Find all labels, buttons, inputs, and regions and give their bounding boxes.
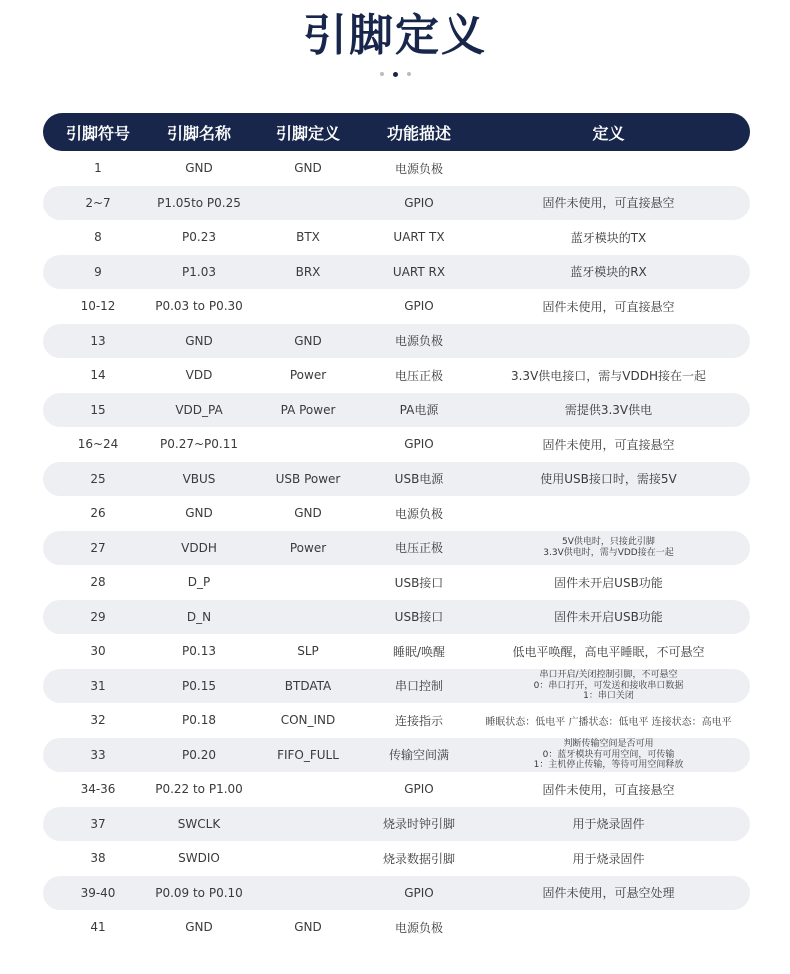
table-row	[43, 772, 750, 807]
cell-function: 串口控制	[394, 679, 443, 694]
cell-pin-definition: PA Power	[280, 402, 336, 417]
cell-pin-symbol: 2~7	[85, 195, 111, 210]
table-row	[43, 358, 750, 393]
cell-function: GPIO	[404, 885, 434, 900]
cell-description: 固件未使用，可悬空处理	[542, 886, 675, 901]
table-row	[43, 841, 750, 876]
cell-pin-name: GND	[185, 333, 213, 348]
cell-pin-name: SWCLK	[177, 816, 221, 831]
cell-function: GPIO	[404, 782, 434, 797]
cell-description: 低电平唤醒，高电平睡眠，不可悬空	[512, 644, 705, 659]
cell-function: 传输空间满	[388, 748, 449, 763]
cell-description: 用于烧录固件	[572, 851, 645, 866]
indicator-dot[interactable]	[380, 72, 384, 76]
cell-description: 串口开启/关闭控制引脚，不可悬空 0：串口打开，可发送和接收串口数据 1：串口关闭	[533, 670, 684, 701]
cell-pin-name: VDD	[185, 368, 213, 383]
cell-pin-definition: Power	[289, 368, 327, 383]
cell-function: 电压正极	[394, 368, 443, 383]
cell-function: 连接指示	[394, 713, 443, 728]
cell-function: USB接口	[394, 575, 444, 590]
cell-pin-symbol: 26	[90, 506, 106, 521]
cell-pin-symbol: 38	[90, 851, 106, 866]
cell-description: 需提供3.3V供电	[564, 403, 653, 418]
cell-function: 烧录数据引脚	[382, 851, 455, 866]
cell-pin-definition: CON_IND	[280, 713, 336, 728]
cell-pin-definition: GND	[294, 920, 322, 935]
carousel-indicator	[0, 72, 790, 77]
cell-description: 固件未使用，可直接悬空	[542, 782, 675, 797]
cell-pin-definition: GND	[294, 333, 322, 348]
cell-pin-symbol: 27	[90, 540, 106, 555]
cell-pin-symbol: 1	[94, 161, 102, 176]
header-pin-definition: 引脚定义	[275, 123, 340, 143]
cell-pin-name: P0.13	[182, 644, 216, 659]
cell-pin-symbol: 32	[90, 713, 106, 728]
cell-pin-definition: USB Power	[275, 471, 341, 486]
cell-pin-name: D_P	[187, 575, 211, 590]
cell-description: 固件未使用，可直接悬空	[542, 299, 675, 314]
cell-pin-definition: BTX	[296, 230, 320, 245]
cell-function: GPIO	[404, 195, 434, 210]
table-row	[43, 910, 750, 945]
cell-description: 固件未使用，可直接悬空	[542, 437, 675, 452]
cell-pin-symbol: 29	[90, 609, 106, 624]
cell-pin-symbol: 8	[94, 230, 102, 245]
cell-function: GPIO	[404, 437, 434, 452]
indicator-dot[interactable]	[407, 72, 411, 76]
cell-description: 3.3V供电接口，需与VDDH接在一起	[510, 368, 706, 383]
cell-pin-name: P0.20	[182, 747, 216, 762]
table-row	[43, 462, 750, 497]
cell-pin-definition: GND	[294, 161, 322, 176]
table-row	[43, 703, 750, 738]
cell-description: 用于烧录固件	[572, 817, 645, 832]
cell-pin-name: P1.03	[182, 264, 216, 279]
cell-function: USB接口	[394, 610, 444, 625]
cell-pin-symbol: 13	[90, 333, 106, 348]
cell-pin-name: P0.27~P0.11	[160, 437, 238, 452]
indicator-dot-active[interactable]	[393, 72, 398, 77]
cell-pin-name: P0.09 to P0.10	[155, 885, 243, 900]
header-function: 功能描述	[386, 123, 451, 143]
cell-pin-symbol: 16~24	[77, 437, 119, 452]
cell-pin-symbol: 30	[90, 644, 106, 659]
cell-pin-symbol: 34-36	[80, 782, 116, 797]
cell-pin-symbol: 39-40	[80, 885, 116, 900]
table-row	[43, 324, 750, 359]
cell-pin-name: P0.03 to P0.30	[155, 299, 243, 314]
cell-description: 固件未开启USB功能	[554, 575, 663, 590]
cell-pin-symbol: 31	[90, 678, 106, 693]
table-row	[43, 876, 750, 911]
cell-pin-name: P0.23	[182, 230, 216, 245]
cell-function: PA电源	[399, 403, 439, 418]
cell-description: 使用USB接口时，需接5V	[540, 472, 677, 487]
cell-pin-definition: BRX	[295, 264, 321, 279]
cell-pin-definition: Power	[289, 540, 327, 555]
cell-pin-symbol: 37	[90, 816, 106, 831]
table-row	[43, 669, 750, 704]
cell-pin-definition: BTDATA	[284, 678, 332, 693]
cell-pin-name: P0.22 to P1.00	[155, 782, 243, 797]
page-title: 引脚定义	[303, 10, 487, 61]
pin-definition-table	[43, 113, 750, 945]
cell-pin-name: VDDH	[181, 540, 217, 555]
cell-pin-definition: SLP	[297, 644, 319, 659]
cell-description: 判断传输空间是否可用 0：蓝牙模块有可用空间，可传输 1：主机停止传输，等待可用空间释放	[533, 739, 684, 770]
cell-pin-definition: GND	[294, 506, 322, 521]
table-row	[43, 427, 750, 462]
cell-pin-symbol: 14	[90, 368, 106, 383]
cell-pin-name: SWDIO	[178, 851, 220, 866]
table-row	[43, 531, 750, 566]
table-row	[43, 807, 750, 842]
cell-pin-symbol: 41	[90, 920, 106, 935]
cell-pin-name: VBUS	[182, 471, 216, 486]
cell-pin-name: GND	[185, 920, 213, 935]
cell-pin-name: D_N	[186, 609, 212, 624]
table-row	[43, 496, 750, 531]
cell-pin-name: GND	[185, 161, 213, 176]
cell-pin-symbol: 33	[90, 747, 106, 762]
cell-pin-name: P1.05to P0.25	[157, 195, 241, 210]
table-row	[43, 600, 750, 635]
cell-pin-symbol: 9	[94, 264, 102, 279]
cell-function: 电源负极	[394, 161, 443, 176]
cell-pin-name: GND	[185, 506, 213, 521]
header-pin-name: 引脚名称	[166, 123, 231, 143]
cell-function: 烧录时钟引脚	[382, 817, 455, 832]
cell-description: 固件未开启USB功能	[554, 610, 663, 625]
cell-description: 睡眠状态：低电平 广播状态：低电平 连接状态：高电平	[485, 716, 732, 728]
cell-pin-symbol: 28	[90, 575, 106, 590]
cell-function: GPIO	[404, 299, 434, 314]
table-row	[43, 634, 750, 669]
table-row	[43, 393, 750, 428]
cell-function: 电源负极	[394, 920, 443, 935]
cell-pin-symbol: 10-12	[80, 299, 116, 314]
table-row	[43, 738, 750, 773]
table-row	[43, 220, 750, 255]
cell-function: UART RX	[392, 264, 446, 279]
header-pin-symbol: 引脚符号	[65, 123, 130, 143]
cell-function: 睡眠/唤醒	[392, 644, 446, 659]
cell-function: 电源负极	[394, 506, 443, 521]
cell-pin-name: P0.18	[182, 713, 216, 728]
table-row	[43, 289, 750, 324]
table-row	[43, 565, 750, 600]
cell-function: USB电源	[394, 472, 444, 487]
table-header	[43, 113, 750, 151]
cell-pin-symbol: 25	[90, 471, 106, 486]
table-row	[43, 255, 750, 290]
table-row	[43, 186, 750, 221]
cell-pin-definition: FIFO_FULL	[277, 747, 339, 762]
cell-pin-symbol: 15	[90, 402, 106, 417]
table-body	[43, 151, 750, 945]
cell-pin-name: P0.15	[182, 678, 216, 693]
cell-description: 5V供电时，只接此引脚 3.3V供电时，需与VDD接在一起	[543, 537, 674, 558]
cell-pin-name: VDD_PA	[175, 402, 223, 417]
cell-description: 固件未使用，可直接悬空	[542, 196, 675, 211]
cell-function: UART TX	[393, 230, 445, 245]
cell-function: 电源负极	[394, 334, 443, 349]
cell-description: 蓝牙模块的TX	[570, 230, 647, 245]
cell-function: 电压正极	[394, 541, 443, 556]
table-row	[43, 151, 750, 186]
header-description: 定义	[592, 123, 625, 143]
cell-description: 蓝牙模块的RX	[570, 265, 647, 280]
